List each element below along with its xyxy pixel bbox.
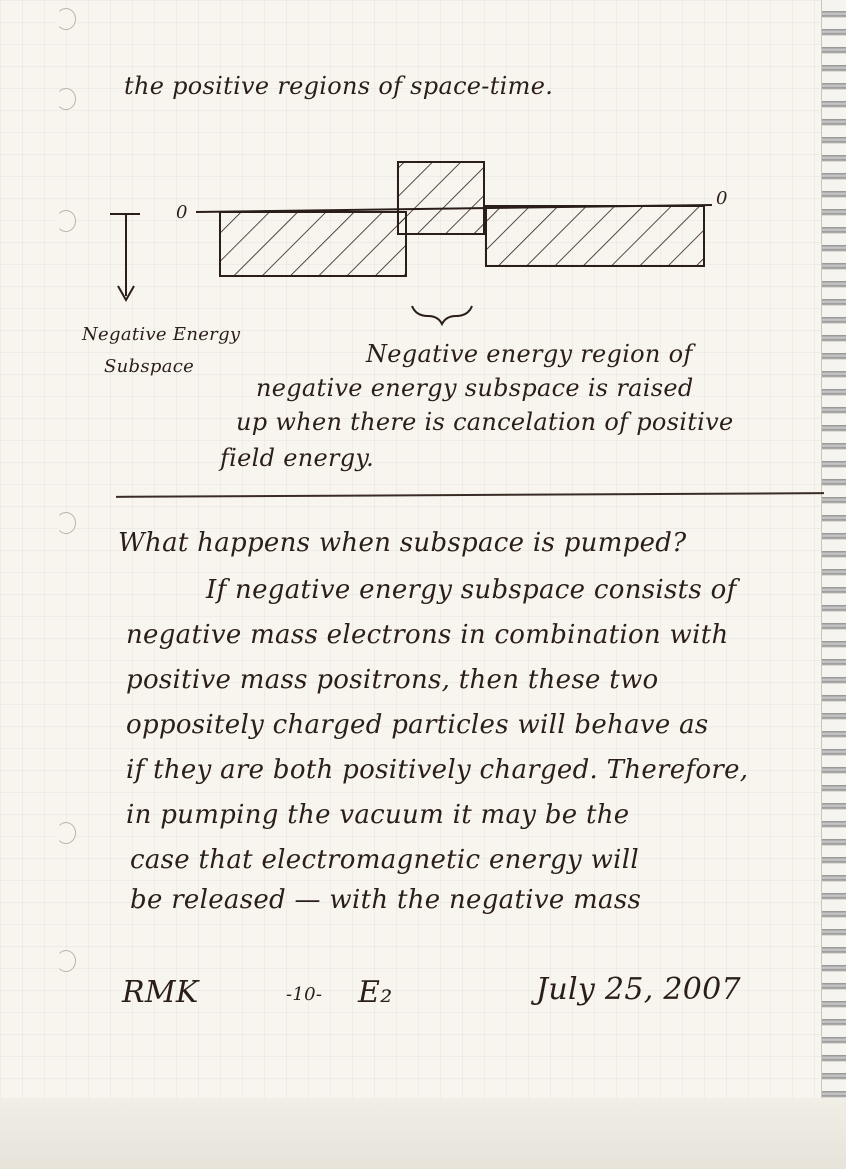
page-number: -10-	[286, 984, 323, 1005]
caption-line-3: up when there is cancelation of positive	[236, 408, 734, 436]
caption-line-2: negative energy subspace is raised	[256, 374, 694, 402]
caption-line-1: Negative energy region of	[366, 340, 693, 368]
paragraph-line-3: positive mass positrons, then these two	[126, 665, 659, 695]
notebook-code: E₂	[358, 975, 393, 1010]
entry-date: July 25, 2007	[536, 972, 741, 1007]
paragraph-line-6: in pumping the vacuum it may be the	[126, 800, 630, 830]
top-line-text: the positive regions of space-time.	[124, 72, 554, 100]
right-negative-block	[486, 206, 704, 266]
section-question: What happens when subspace is pumped?	[118, 528, 687, 558]
axis-label-line-2: Subspace	[104, 356, 195, 377]
caption-line-4: field energy.	[220, 444, 375, 472]
paragraph-line-4: oppositely charged particles will behave as	[126, 710, 709, 740]
paragraph-line-8: be released — with the negative mass	[130, 885, 642, 915]
paragraph-line-5: if they are both positively charged. Therefore,	[126, 755, 749, 785]
paragraph-line-7: case that electromagnetic energy will	[130, 845, 640, 875]
center-brace	[412, 306, 472, 324]
zero-label-right: 0	[716, 188, 728, 209]
author-initials: RMK	[122, 975, 199, 1010]
paragraph-line-2: negative mass electrons in combination with	[126, 620, 729, 650]
left-negative-block	[220, 212, 406, 276]
zero-label-left: 0	[176, 202, 188, 223]
raised-center-block	[398, 162, 484, 234]
axis-label-line-1: Negative Energy	[82, 324, 241, 345]
paragraph-line-1: If negative energy subspace consists of	[206, 575, 737, 605]
